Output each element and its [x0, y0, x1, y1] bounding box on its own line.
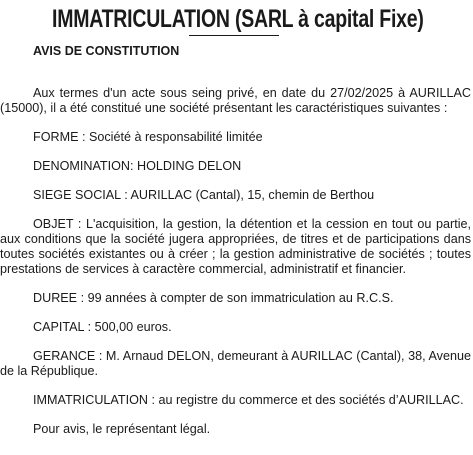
notice-subtitle: AVIS DE CONSTITUTION	[33, 44, 180, 58]
title-underline	[189, 35, 279, 36]
paragraph-duree: DUREE : 99 années à compter de son immatriculation au R.C.S.	[33, 291, 394, 305]
paragraph-signature: Pour avis, le représentant légal.	[33, 422, 211, 436]
paragraph-intro: Aux termes d'un acte sous seing privé, en date du 27/02/2025 à AURILLAC (15000), il a été constitué une société présentant les caractéristiques suivantes :	[0, 86, 471, 115]
notice-title: IMMATRICULATION (SARL à capital Fixe)	[52, 5, 424, 33]
paragraph-siege-social: SIEGE SOCIAL : AURILLAC (Cantal), 15, chemin de Berthou	[33, 188, 375, 202]
paragraph-capital: CAPITAL : 500,00 euros.	[33, 320, 172, 334]
paragraph-gerance: GERANCE : M. Arnaud DELON, demeurant à AURILLAC (Cantal), 38, Avenue de la République.	[0, 349, 471, 378]
notice-body	[0, 86, 473, 451]
paragraph-forme: FORME : Société à responsabilité limitée	[33, 130, 263, 144]
paragraph-objet: OBJET : L'acquisition, la gestion, la détention et la cession en tout ou partie, aux conditions que la société jugera appropriées, de titres et de participations dans toutes sociétés existantes ou à créer ; la gestion administrative de sociétés ; toutes prestations de services à caractère commercial, administratif et financier.	[0, 217, 471, 276]
paragraph-immatriculation: IMMATRICULATION : au registre du commerce et des sociétés d’AURILLAC.	[33, 393, 464, 407]
paragraph-denomination: DENOMINATION: HOLDING DELON	[33, 159, 242, 173]
